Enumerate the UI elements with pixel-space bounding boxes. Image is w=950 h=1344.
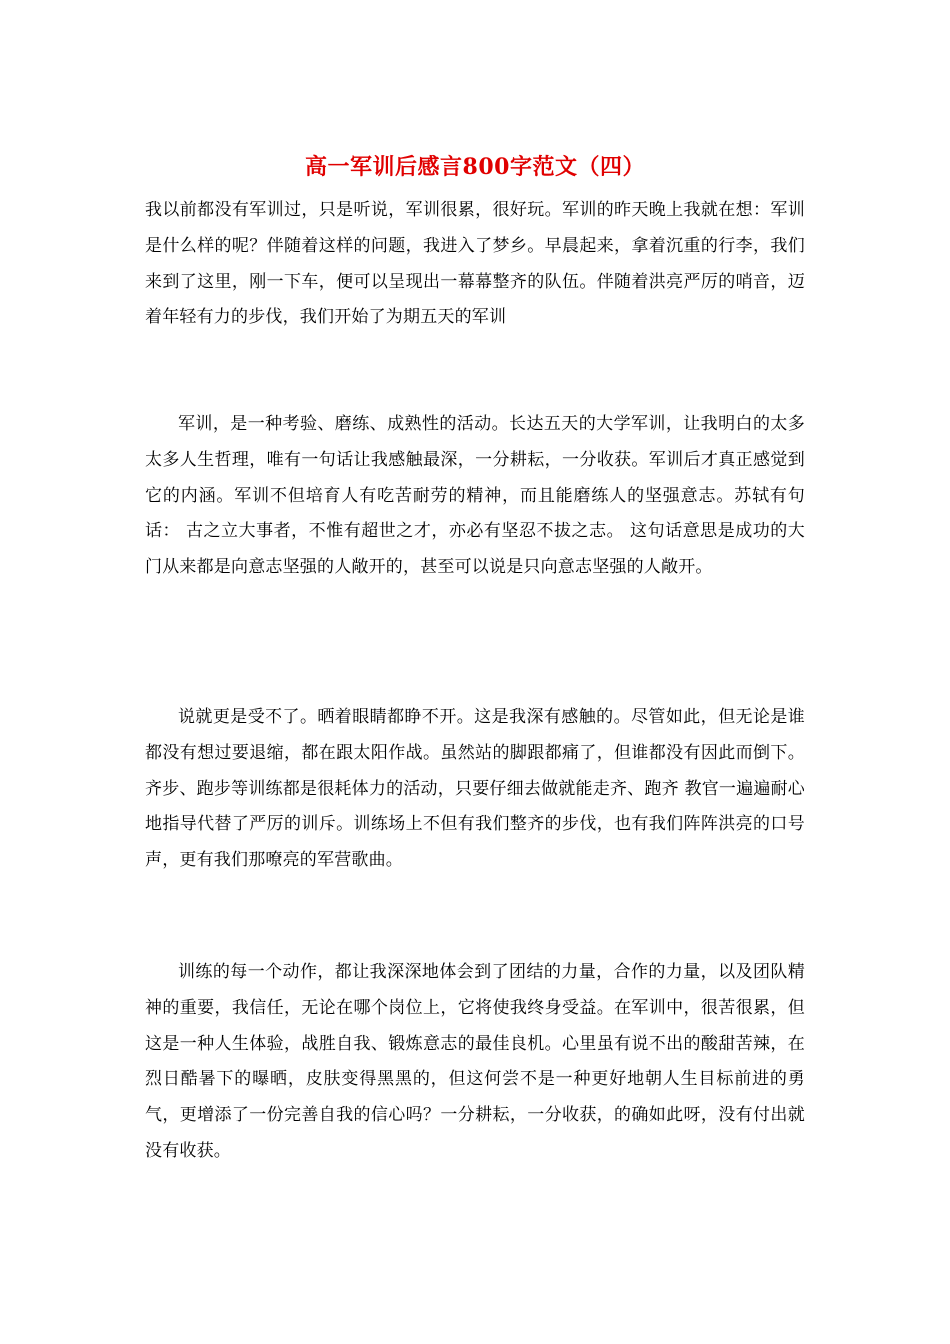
- document-title: 高一军训后感言800字范文（四）: [305, 154, 645, 180]
- paragraph-3: 说就更是受不了。晒着眼睛都睁不开。这是我深有感触的。尽管如此，但无论是谁都没有想过要退缩，都在跟太阳作战。虽然站的脚跟都痛了，但谁都没有因此而倒下。齐步、跑步等训练都是很耗体力的活动，只要仔细去做就能走齐、跑齐 教官一遍遍耐心地指导代替了严厉的训斥。训练场上不但有我们整齐的步伐，也有我们阵阵洪亮的口号声，更有我们那嘹亮的军营歌曲。: [145, 707, 805, 871]
- paragraph-1: 我以前都没有军训过，只是听说，军训很累，很好玩。军训的昨天晚上我就在想：军训是什么样的呢？伴随着这样的问题，我进入了梦乡。早晨起来，拿着沉重的行李，我们来到了这里，刚一下车，便可以呈现出一幕幕整齐的队伍。伴随着洪亮严厉的哨音，迈着年轻有力的步伐，我们开始了为期五天的军训: [145, 200, 805, 328]
- paragraph-4: 训练的每一个动作，都让我深深地体会到了团结的力量，合作的力量，以及团队精神的重要，我信任，无论在哪个岗位上，它将使我终身受益。在军训中，很苦很累，但这是一种人生体验，战胜自我、锻炼意志的最佳良机。心里虽有说不出的酸甜苦辣，在烈日酷暑下的曝晒，皮肤变得黑黑的，但这何尝不是一种更好地朝人生目标前进的勇气，更增添了一份完善自我的信心吗？一分耕耘，一分收获，的确如此呀，没有付出就没有收获。: [145, 962, 805, 1161]
- paragraph-2: 军训，是一种考验、磨练、成熟性的活动。长达五天的大学军训，让我明白的太多太多人生哲理，唯有一句话让我感触最深，一分耕耘，一分收获。军训后才真正感觉到它的内涵。军训不但培育人有吃苦耐劳的精神，而且能磨练人的坚强意志。苏轼有句话： 古之立大事者，不惟有超世之才，亦必有坚忍不拔之志。 这句话意思是成功的大门从来都是向意志坚强的人敞开的，甚至可以说是只向意志坚强的人敞开。: [145, 414, 805, 578]
